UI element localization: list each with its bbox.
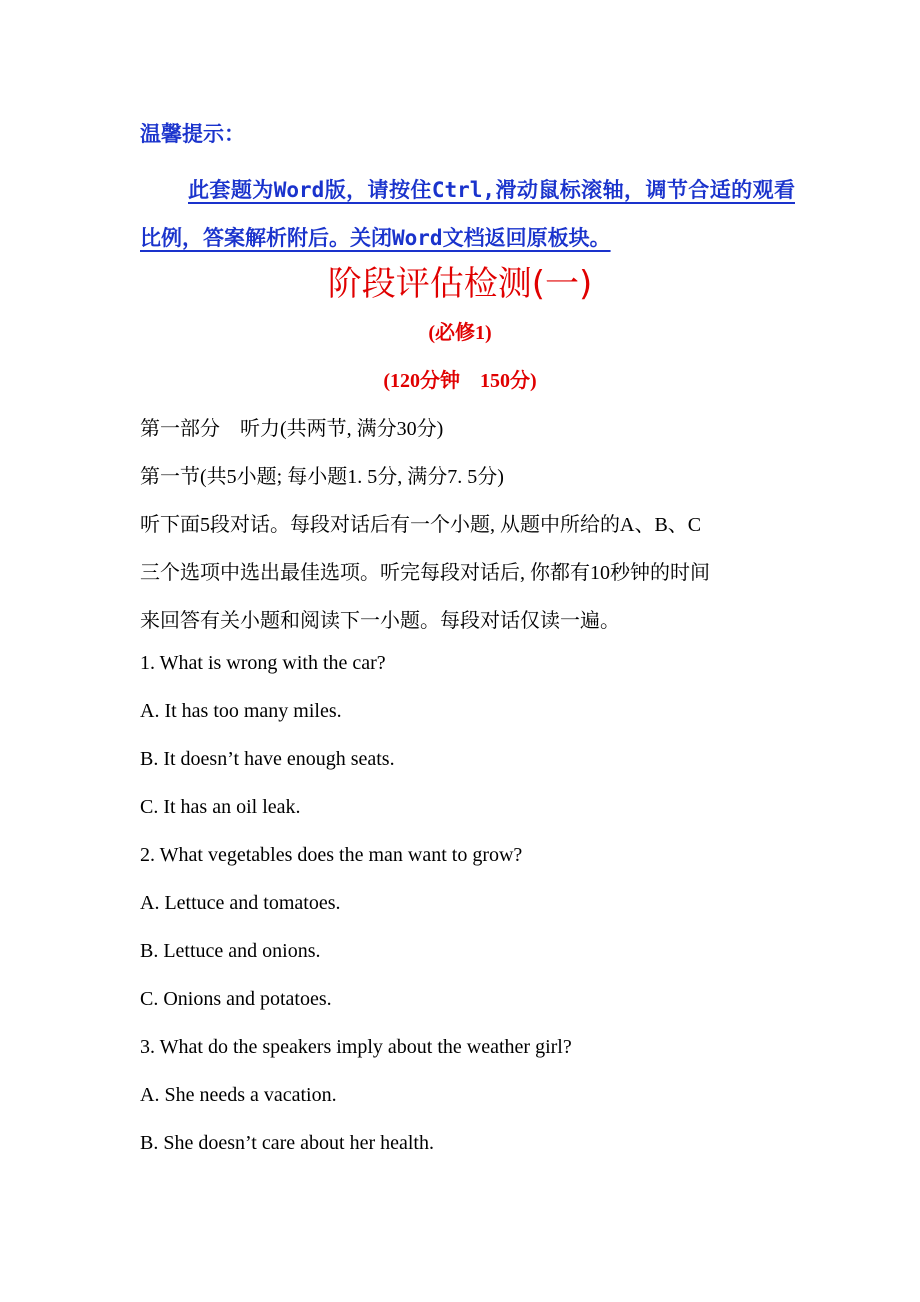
page-title: 阶段评估检测(一): [327, 264, 593, 304]
tip-label: 温馨提示：: [140, 122, 245, 146]
question-1-option-b: B. It doesn’t have enough seats.: [140, 748, 395, 770]
question-3: 3. What do the speakers imply about the weather girl?: [140, 1036, 572, 1058]
page-subtitle: (必修1): [428, 322, 492, 344]
tip-body-text: 此套题为Word版，请按住Ctrl,滑动鼠标滚轴，调节合适的观看比例，答案解析附后。关闭Word文档返回原板块。: [140, 178, 795, 250]
instruction-line: 来回答有关小题和阅读下一小题。每段对话仅读一遍。: [140, 610, 620, 632]
question-2-option-c: C. Onions and potatoes.: [140, 988, 332, 1010]
question-2-option-b: B. Lettuce and onions.: [140, 940, 321, 962]
question-1-option-c: C. It has an oil leak.: [140, 796, 301, 818]
question-1: 1. What is wrong with the car?: [140, 652, 386, 674]
section-heading: 第一节(共5小题; 每小题1. 5分, 满分7. 5分): [140, 466, 504, 488]
question-3-option-a: A. She needs a vacation.: [140, 1084, 337, 1106]
question-2: 2. What vegetables does the man want to grow?: [140, 844, 523, 866]
question-1-option-a: A. It has too many miles.: [140, 700, 342, 722]
question-3-option-b: B. She doesn’t care about her health.: [140, 1132, 434, 1154]
instruction-line: 三个选项中选出最佳选项。听完每段对话后, 你都有10秒钟的时间: [140, 562, 710, 584]
instruction-line: 听下面5段对话。每段对话后有一个小题, 从题中所给的A、B、C: [140, 514, 702, 536]
time-score: (120分钟 150分): [383, 370, 537, 392]
part-heading: 第一部分 听力(共两节, 满分30分): [140, 418, 444, 440]
question-2-option-a: A. Lettuce and tomatoes.: [140, 892, 341, 914]
tip-body: [140, 166, 795, 262]
